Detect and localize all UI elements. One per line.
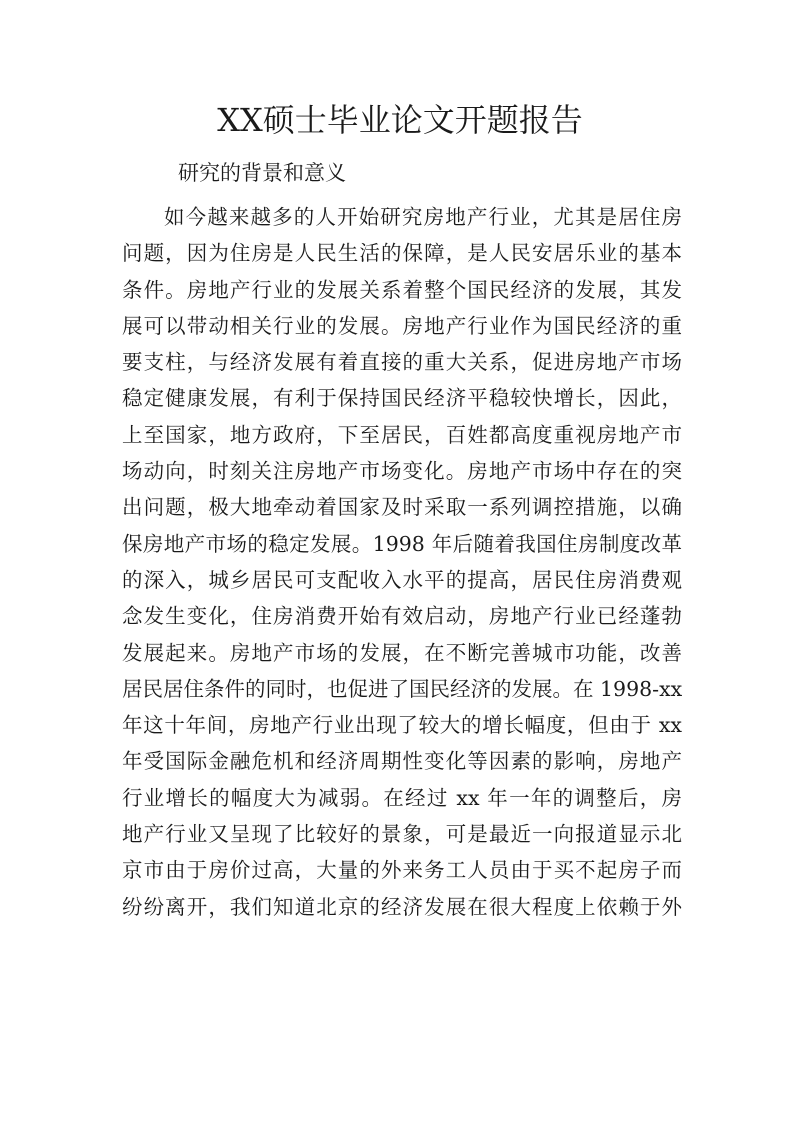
- body-line: 京市由于房价过高，大量的外来务工人员由于买不起房子而: [122, 858, 682, 883]
- body-line: 出问题，极大地牵动着国家及时采取一系列调控措施，以确: [122, 495, 682, 520]
- document-title: XX硕士毕业论文开题报告: [217, 101, 583, 139]
- body-line: 发展起来。房地产市场的发展，在不断完善城市功能，改善: [122, 640, 682, 665]
- body-line: 场动向，时刻关注房地产市场变化。房地产市场中存在的突: [122, 459, 682, 484]
- body-line: 纷纷离开，我们知道北京的经济发展在很大程度上依赖于外: [122, 894, 682, 919]
- body-line: 要支柱，与经济发展有着直接的重大关系，促进房地产市场: [122, 350, 682, 375]
- body-line: 条件。房地产行业的发展关系着整个国民经济的发展，其发: [122, 277, 682, 302]
- body-line: 保房地产市场的稳定发展。1998 年后随着我国住房制度改革: [122, 531, 682, 556]
- body-paragraph: [122, 199, 682, 925]
- body-line: 行业增长的幅度大为减弱。在经过 xx 年一年的调整后，房: [122, 785, 682, 810]
- body-line: 如今越来越多的人开始研究房地产行业，尤其是居住房: [164, 205, 682, 229]
- body-line: 地产行业又呈现了比较好的景象，可是最近一向报道显示北: [122, 822, 682, 847]
- body-line: 年这十年间，房地产行业出现了较大的增长幅度，但由于 xx: [122, 713, 682, 738]
- body-line: 展可以带动相关行业的发展。房地产行业作为国民经济的重: [122, 313, 682, 338]
- body-line: 上至国家，地方政府，下至居民，百姓都高度重视房地产市: [122, 422, 682, 447]
- body-line: 念发生变化，住房消费开始有效启动，房地产行业已经蓬勃: [122, 604, 682, 629]
- section-heading: 研究的背景和意义: [178, 161, 346, 185]
- body-line: 稳定健康发展，有利于保持国民经济平稳较快增长，因此，: [122, 386, 682, 411]
- body-line: 居民居住条件的同时，也促进了国民经济的发展。在 1998-xx: [122, 676, 683, 701]
- body-line: 问题，因为住房是人民生活的保障，是人民安居乐业的基本: [122, 241, 682, 266]
- body-line: 的深入，城乡居民可支配收入水平的提高，居民住房消费观: [122, 567, 682, 592]
- body-line: 年受国际金融危机和经济周期性变化等因素的影响，房地产: [122, 749, 682, 774]
